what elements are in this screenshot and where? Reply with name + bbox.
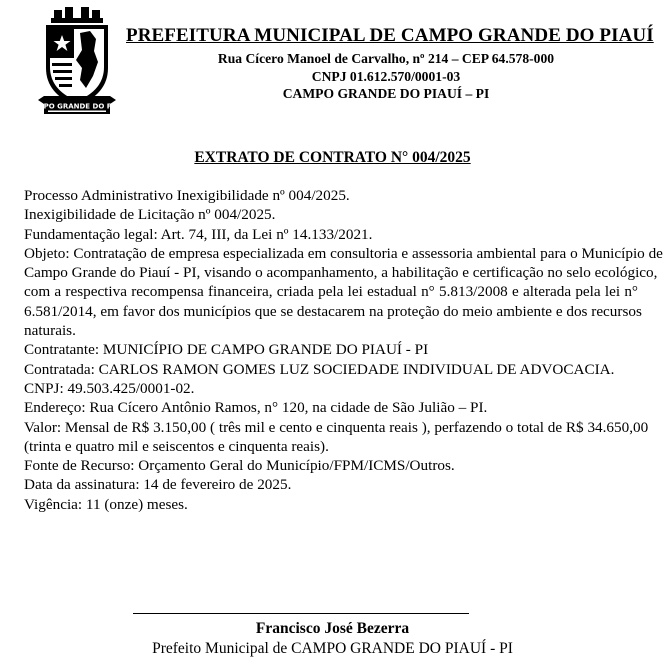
municipal-crest-logo <box>26 6 128 124</box>
text-line: Valor: Mensal de R$ 3.150,00 ( três mil e cento e cinquenta reais ), perfazendo o total de R$ 34.650,00 <box>24 418 649 436</box>
text-line: Campo Grande do Piauí - PI, visando o acompanhamento, a habilitação e certificação no selo ecológico, <box>24 264 658 282</box>
document-title: EXTRATO DE CONTRATO N° 004/2025 <box>194 149 471 166</box>
text-line: Inexigibilidade de Licitação nº 004/2025. <box>24 206 276 224</box>
signer-name: Francisco José Bezerra <box>255 620 410 637</box>
org-name: PREFEITURA MUNICIPAL DE CAMPO GRANDE DO PIAUÍ <box>126 25 654 46</box>
text-line: Fundamentação legal: Art. 74, III, da Lei nº 14.133/2021. <box>24 225 373 243</box>
text-line: 6.581/2014, em favor dos municípios que se destacarem na proteção do meio ambiente e dos recursos <box>24 302 642 320</box>
signature-line <box>133 613 469 614</box>
text-line: CNPJ: 49.503.425/0001-02. <box>24 379 195 397</box>
text-line: Contratante: MUNICÍPIO DE CAMPO GRANDE DO PIAUÍ - PI <box>24 341 429 359</box>
text-line: (trinta e quatro mil e seiscentos e cinquenta reais). <box>24 437 329 455</box>
contract-body <box>24 186 663 514</box>
text-line: Objeto: Contratação de empresa especializada em consultoria e assessoria ambiental para o Município de <box>24 244 663 262</box>
text-line: Endereço: Rua Cícero Antônio Ramos, n° 120, na cidade de São Julião – PI. <box>24 399 488 417</box>
text-line: Fonte de Recurso: Orçamento Geral do Município/FPM/ICMS/Outros. <box>24 457 455 475</box>
signer-role: Prefeito Municipal de CAMPO GRANDE DO PIAUÍ - PI <box>152 640 513 657</box>
text-line: naturais. <box>24 322 76 340</box>
org-city: CAMPO GRANDE DO PIAUÍ – PI <box>282 86 490 101</box>
text-line: Contratada: CARLOS RAMON GOMES LUZ SOCIEDADE INDIVIDUAL DE ADVOCACIA. <box>24 360 615 378</box>
crest-ribbon-text: CAMPO GRANDE DO PIAUÍ <box>26 102 128 111</box>
text-line: Vigência: 11 (onze) meses. <box>24 495 188 513</box>
org-cnpj: CNPJ 01.612.570/0001-03 <box>311 68 461 84</box>
text-line: Processo Administrativo Inexigibilidade nº 004/2025. <box>24 187 350 204</box>
text-line: Data da assinatura: 14 de fevereiro de 2025. <box>24 476 292 494</box>
letterhead <box>126 25 654 103</box>
org-address: Rua Cícero Manoel de Carvalho, nº 214 – CEP 64.578-000 <box>217 51 555 66</box>
text-line: com a respectiva recompensa financeira, criada pela lei estadual n° 5.813/2008 e alterada pela lei n° <box>24 283 638 301</box>
